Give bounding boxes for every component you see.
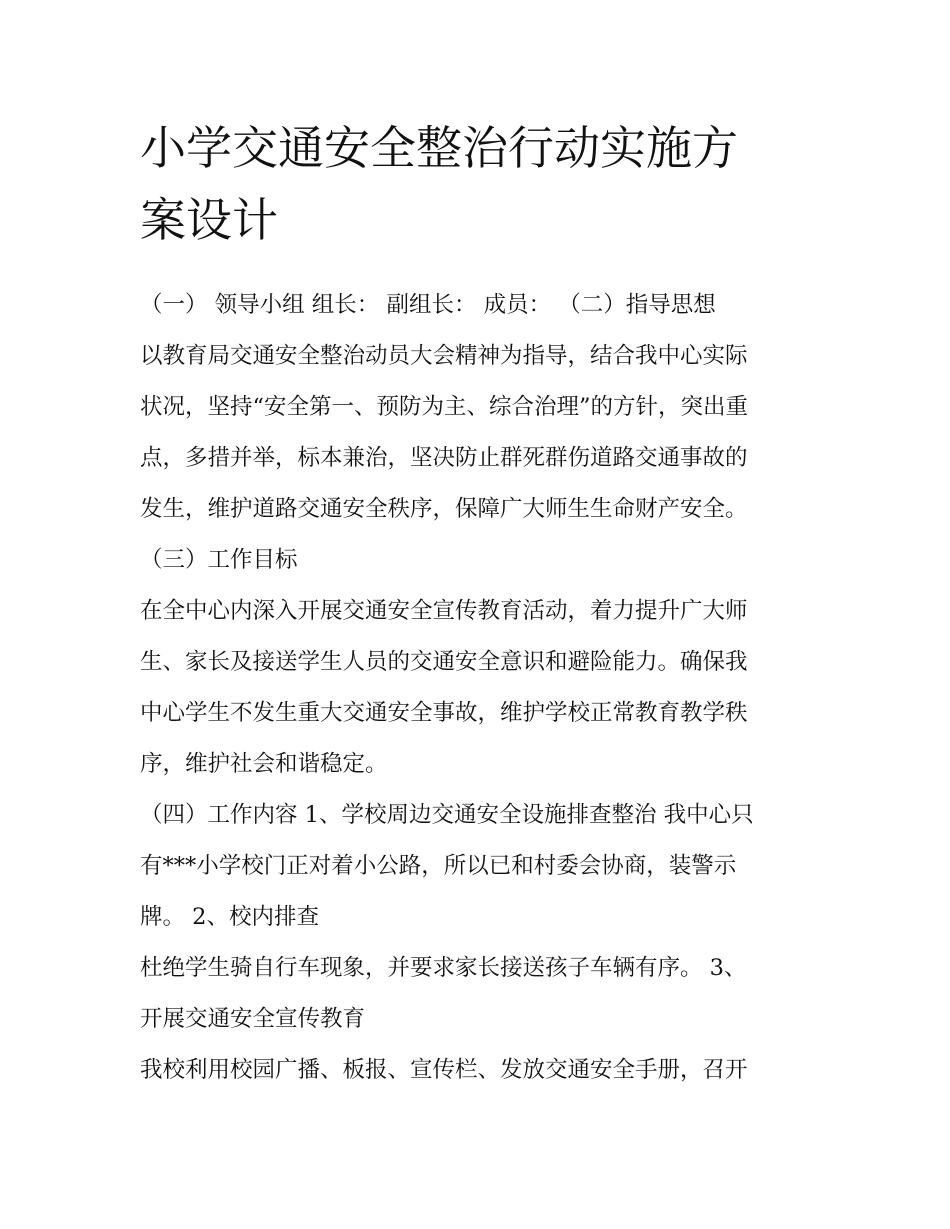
body-line-14: 杜绝学生骑自行车现象，并要求家长接送孩子车辆有序。 3、 [140, 955, 747, 981]
body-line-5: 发生，维护道路交通安全秩序，保障广大师生生命财产安全。 [140, 496, 748, 522]
body-line-7: 在全中心内深入开展交通安全宣传教育活动，着力提升广大师 [140, 598, 748, 624]
body-line-3: 状况，坚持“安全第一、预防为主、综合治理”的方针，突出重 [140, 394, 749, 420]
document-body [140, 280, 830, 1096]
body-line-15: 开展交通安全宣传教育 [140, 1006, 366, 1032]
body-line-13: 牌。 2、校内排查 [140, 904, 319, 930]
title-line-2: 案设计 [140, 193, 278, 247]
body-line-8: 生、家长及接送学生人员的交通安全意识和避险能力。确保我 [140, 649, 748, 675]
body-line-12: 有***小学校门正对着小公路，所以已和村委会协商，装警示 [140, 853, 737, 879]
body-line-6: （三）工作目标 [140, 547, 298, 573]
body-line-1: （一） 领导小组 组长： 副组长： 成员： （二）指导思想 [140, 292, 716, 318]
body-line-10: 序，维护社会和谐稳定。 [140, 751, 388, 777]
document-title [140, 112, 830, 256]
body-line-16: 我校利用校园广播、板报、宣传栏、发放交通安全手册，召开 [140, 1057, 748, 1083]
body-line-9: 中心学生不发生重大交通安全事故，维护学校正常教育教学秩 [140, 700, 748, 726]
body-line-2: 以教育局交通安全整治动员大会精神为指导，结合我中心实际 [140, 343, 748, 369]
title-line-1: 小学交通安全整治行动实施方 [140, 121, 738, 175]
body-line-4: 点，多措并举，标本兼治，坚决防止群死群伤道路交通事故的 [140, 445, 748, 471]
body-line-11: （四）工作内容 1、学校周边交通安全设施排查整治 我中心只 [140, 802, 754, 828]
